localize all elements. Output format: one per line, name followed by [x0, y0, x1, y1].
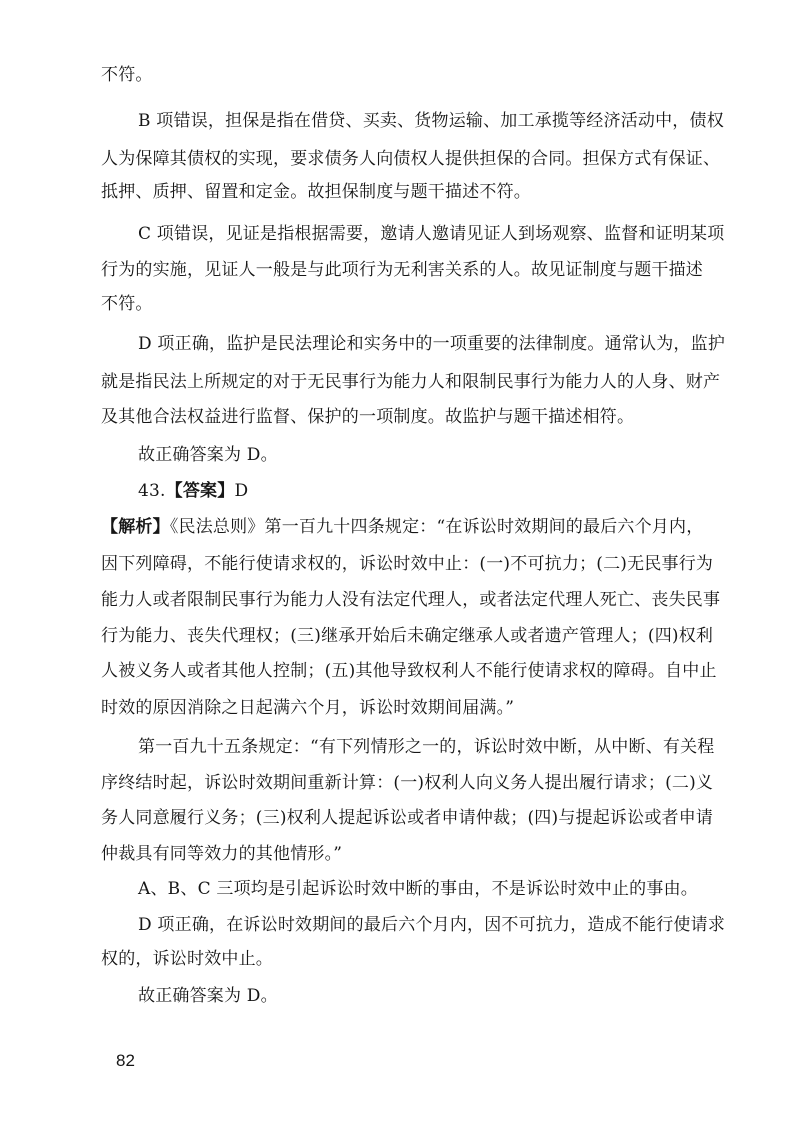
analysis-tag: 【解析】	[101, 517, 170, 537]
text-line: 务人同意履行义务；(三)权利人提起诉讼或者申请仲裁；(四)与提起诉讼或者申请	[101, 808, 714, 828]
text-line: 抵押、质押、留置和定金。故担保制度与题干描述不符。	[101, 182, 531, 202]
question-number: 43.	[138, 481, 166, 501]
text-line: D 项正确，在诉讼时效期间的最后六个月内，因不可抗力，造成不能行使请求	[138, 915, 726, 935]
text-line: 行为的实施，见证人一般是与此项行为无利害关系的人。故见证制度与题干描述	[101, 260, 703, 280]
text-line: 仲裁具有同等效力的其他情形。”	[101, 844, 343, 864]
text-line: C 项错误，见证是指根据需要，邀请人邀请见证人到场观察、监督和证明某项	[138, 224, 725, 244]
text-line: 人为保障其债权的实现，要求债务人向债权人提供担保的合同。担保方式有保证、	[101, 149, 721, 169]
text-line: 及其他合法权益进行监督、保护的一项制度。故监护与题干描述相符。	[101, 407, 635, 427]
text-line: 能力人或者限制民事行为能力人没有法定代理人，或者法定代理人死亡、丧失民事	[101, 590, 721, 610]
text-line: 不符。	[101, 294, 153, 314]
page-number: 82	[116, 1051, 135, 1070]
analysis-first-line	[101, 516, 703, 538]
text-line: D 项正确，监护是民法理论和实务中的一项重要的法律制度。通常认为，监护	[138, 334, 726, 354]
text-line: A、B、C 三项均是引起诉讼时效中断的事由，不是诉讼时效中止的事由。	[138, 879, 698, 899]
text-line: 因下列障碍，不能行使请求权的，诉讼时效中止：(一)不可抗力；(二)无民事行为	[101, 554, 714, 574]
text-line: 不符。	[101, 65, 153, 85]
text-line: 权的，诉讼时效中止。	[101, 949, 273, 969]
text-line: B 项错误，担保是指在借贷、买卖、货物运输、加工承揽等经济活动中，债权	[138, 111, 724, 131]
answer-tag: 【答案】	[165, 481, 235, 501]
text-line: 时效的原因消除之日起满六个月，诉讼时效期间届满。”	[101, 698, 515, 718]
text-line: 行为能力、丧失代理权；(三)继承开始后未确定继承人或者遗产管理人；(四)权利	[101, 626, 714, 646]
answer-value: D	[234, 481, 249, 501]
answer-header	[138, 480, 248, 502]
text-line: 序终结时起，诉讼时效期间重新计算：(一)权利人向义务人提出履行请求；(二)义	[101, 773, 714, 793]
analysis-text: 《民法总则》第一百九十四条规定：“在诉讼时效期间的最后六个月内，	[169, 517, 704, 537]
text-line: 故正确答案为 D。	[138, 986, 278, 1006]
text-line: 第一百九十五条规定：“有下列情形之一的，诉讼时效中断，从中断、有关程	[138, 737, 715, 757]
text-line: 故正确答案为 D。	[138, 445, 278, 465]
text-line: 人被义务人或者其他人控制；(五)其他导致权利人不能行使请求权的障碍。自中止	[101, 661, 717, 681]
text-line: 就是指民法上所规定的对于无民事行为能力人和限制民事行为能力人的人身、财产	[101, 372, 721, 392]
